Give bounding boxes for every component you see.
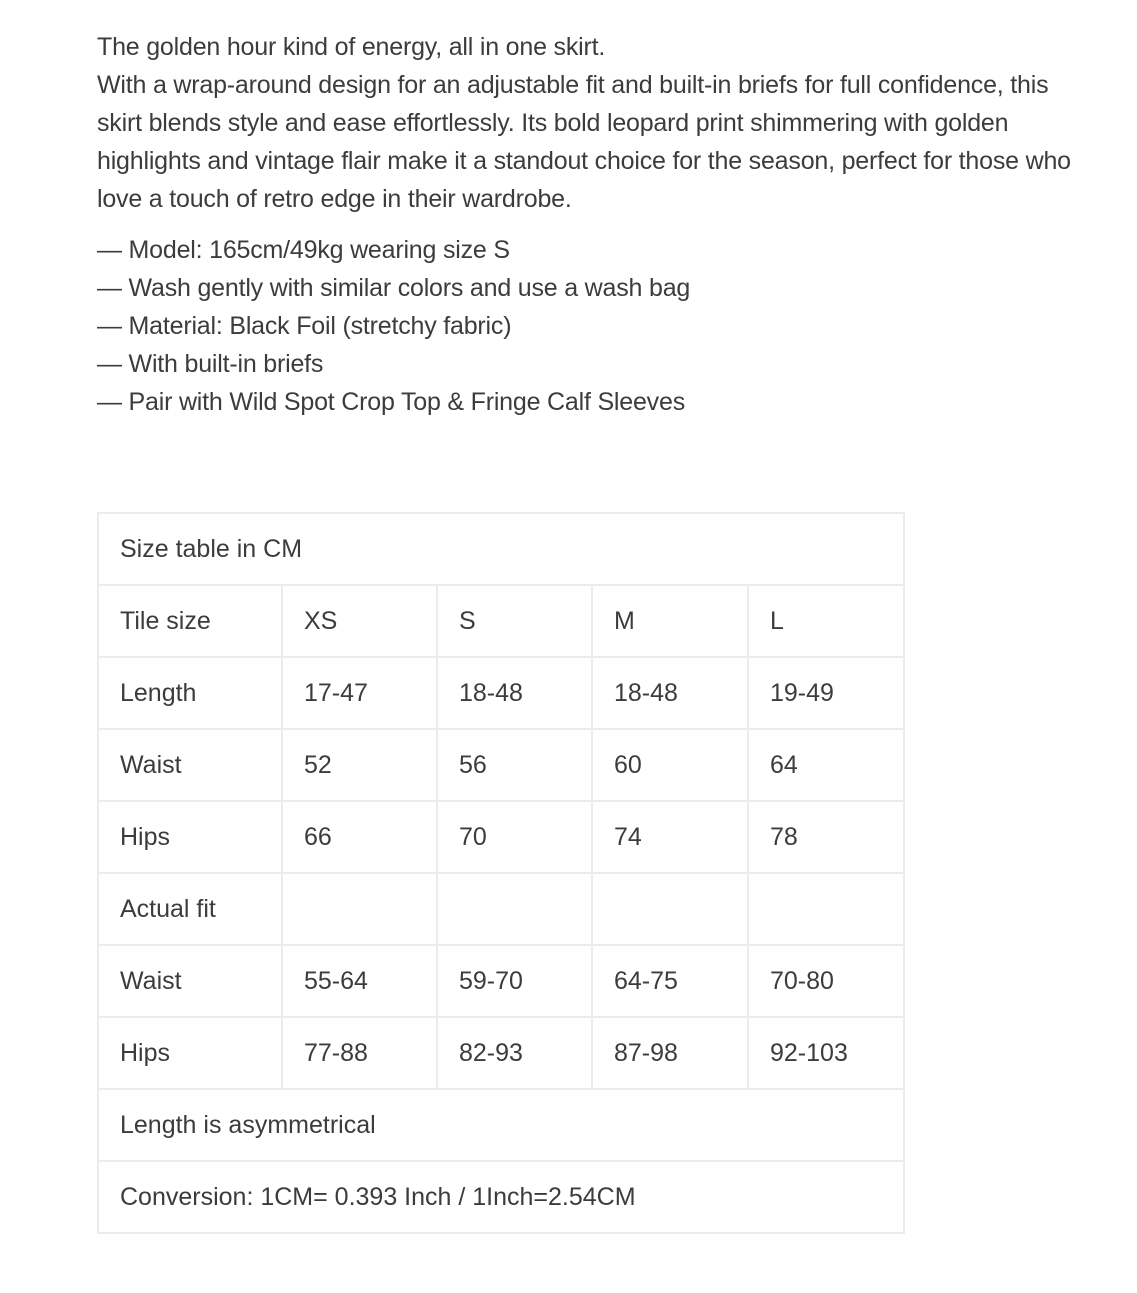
- cell-value: 60: [592, 729, 748, 801]
- conversion-note: Conversion: 1CM= 0.393 Inch / 1Inch=2.54CM: [98, 1161, 904, 1233]
- empty-cell: [592, 873, 748, 945]
- cell-value: 56: [437, 729, 592, 801]
- cell-value: 70: [437, 801, 592, 873]
- cell-value: 64-75: [592, 945, 748, 1017]
- cell-value: 52: [282, 729, 437, 801]
- table-row-fit-waist: [98, 945, 904, 1017]
- cell-value: 78: [748, 801, 904, 873]
- row-label: Waist: [98, 729, 282, 801]
- detail-wash: — Wash gently with similar colors and use a wash bag: [97, 274, 691, 302]
- size-header-label: Tile size: [98, 585, 282, 657]
- size-header-row: [98, 585, 904, 657]
- cell-value: 59-70: [437, 945, 592, 1017]
- size-header-s: S: [437, 585, 592, 657]
- table-row-note: [98, 1089, 904, 1161]
- cell-value: 18-48: [592, 657, 748, 729]
- description-text: [97, 28, 1077, 218]
- table-row-waist: [98, 729, 904, 801]
- cell-value: 55-64: [282, 945, 437, 1017]
- cell-value: 82-93: [437, 1017, 592, 1089]
- detail-model: — Model: 165cm/49kg wearing size S: [97, 236, 510, 264]
- cell-value: 19-49: [748, 657, 904, 729]
- size-header-l: L: [748, 585, 904, 657]
- table-row-conversion: [98, 1161, 904, 1233]
- empty-cell: [282, 873, 437, 945]
- asymmetry-note: Length is asymmetrical: [98, 1089, 904, 1161]
- detail-briefs: — With built-in briefs: [97, 350, 324, 378]
- size-header-m: M: [592, 585, 748, 657]
- actual-fit-label: Actual fit: [98, 873, 282, 945]
- table-row-actual-fit: [98, 873, 904, 945]
- cell-value: 70-80: [748, 945, 904, 1017]
- size-table-title: Size table in CM: [98, 513, 904, 585]
- description-body: With a wrap-around design for an adjustable fit and built-in briefs for full confidence, this skirt blends style and ease effortlessly. Its bold leopard print shimmering with golden highlights and vintage flair make it a standout choice for the season, perfect for those who love a touch of retro edge in their wardrobe.: [97, 71, 1071, 213]
- row-label: Length: [98, 657, 282, 729]
- row-label: Waist: [98, 945, 282, 1017]
- cell-value: 64: [748, 729, 904, 801]
- product-details-list: [97, 231, 1077, 421]
- row-label: Hips: [98, 1017, 282, 1089]
- product-description: [97, 28, 1077, 421]
- empty-cell: [748, 873, 904, 945]
- cell-value: 74: [592, 801, 748, 873]
- description-intro: The golden hour kind of energy, all in one skirt.: [97, 33, 606, 61]
- cell-value: 77-88: [282, 1017, 437, 1089]
- table-row-hips: [98, 801, 904, 873]
- size-table-title-row: [98, 513, 904, 585]
- size-header-xs: XS: [282, 585, 437, 657]
- cell-value: 66: [282, 801, 437, 873]
- table-row-fit-hips: [98, 1017, 904, 1089]
- cell-value: 17-47: [282, 657, 437, 729]
- row-label: Hips: [98, 801, 282, 873]
- table-row-length: [98, 657, 904, 729]
- detail-material: — Material: Black Foil (stretchy fabric): [97, 312, 512, 340]
- empty-cell: [437, 873, 592, 945]
- cell-value: 92-103: [748, 1017, 904, 1089]
- cell-value: 87-98: [592, 1017, 748, 1089]
- detail-pairing: — Pair with Wild Spot Crop Top & Fringe Calf Sleeves: [97, 388, 685, 416]
- cell-value: 18-48: [437, 657, 592, 729]
- size-table: [97, 512, 905, 1234]
